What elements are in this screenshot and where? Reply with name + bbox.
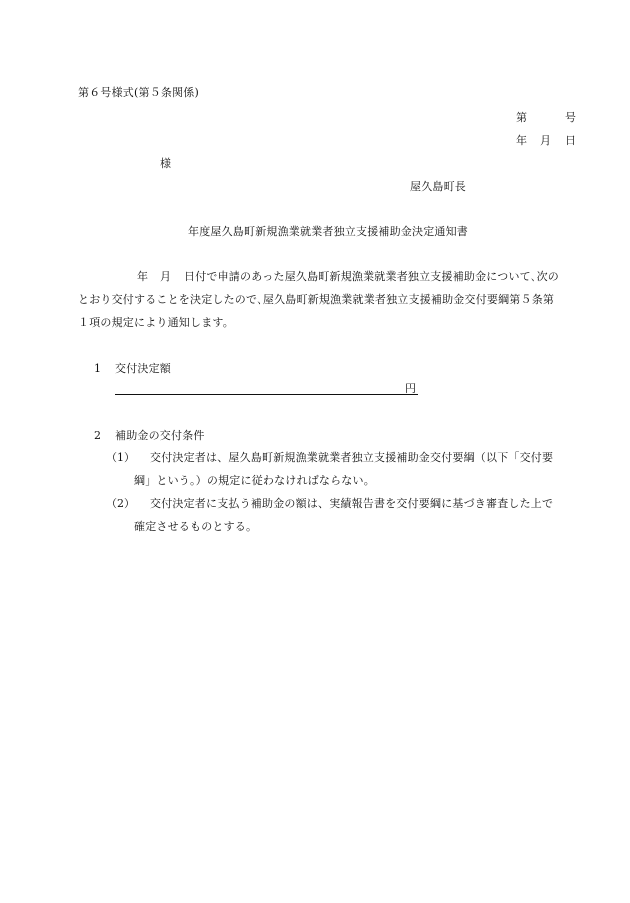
body-year: 年 — [137, 270, 148, 283]
body-line-3: １項の規定により通知します。 — [78, 316, 234, 329]
section-2-number: 2 — [94, 429, 101, 442]
addressee-suffix: 様 — [160, 157, 171, 170]
issuer: 屋久島町長 — [410, 180, 466, 193]
body-month: 月 — [160, 270, 171, 283]
date-day: 日 — [565, 134, 576, 147]
document-title: 年度屋久島町新規漁業就業者独立支援補助金決定通知書 — [188, 225, 468, 238]
condition-1-line-2: 綱」という。）の規定に従わなければならない。 — [134, 474, 375, 487]
date-year: 年 — [516, 134, 527, 147]
number-label-prefix: 第 — [516, 111, 527, 124]
condition-2-line-1: 交付決定者に支払う補助金の額は、実績報告書を交付要綱に基づき審査した上で — [150, 497, 554, 510]
section-1-number: 1 — [94, 362, 101, 375]
number-label-suffix: 号 — [565, 111, 576, 124]
section-2-heading: 補助金の交付条件 — [115, 429, 205, 442]
form-id: 第６号様式(第５条関係) — [78, 86, 199, 99]
condition-1-marker: （1） — [106, 451, 135, 464]
condition-1-line-1: 交付決定者は、屋久島町新規漁業就業者独立支援補助金交付要綱（以下「交付要 — [150, 451, 554, 464]
body-line-2: とおり交付することを決定したので､屋久島町新規漁業就業者独立支援補助金交付要綱第５条第 — [78, 293, 555, 306]
amount-underline — [115, 394, 418, 395]
condition-2-line-2: 確定させるものとする。 — [134, 520, 258, 533]
date-month: 月 — [540, 134, 551, 147]
section-1-heading: 交付決定額 — [115, 362, 171, 375]
condition-2-marker: （2） — [106, 497, 135, 510]
amount-unit: 円 — [405, 382, 416, 395]
body-line-1: 日付で申請のあった屋久島町新規漁業就業者独立支援補助金について､次の — [184, 270, 559, 283]
